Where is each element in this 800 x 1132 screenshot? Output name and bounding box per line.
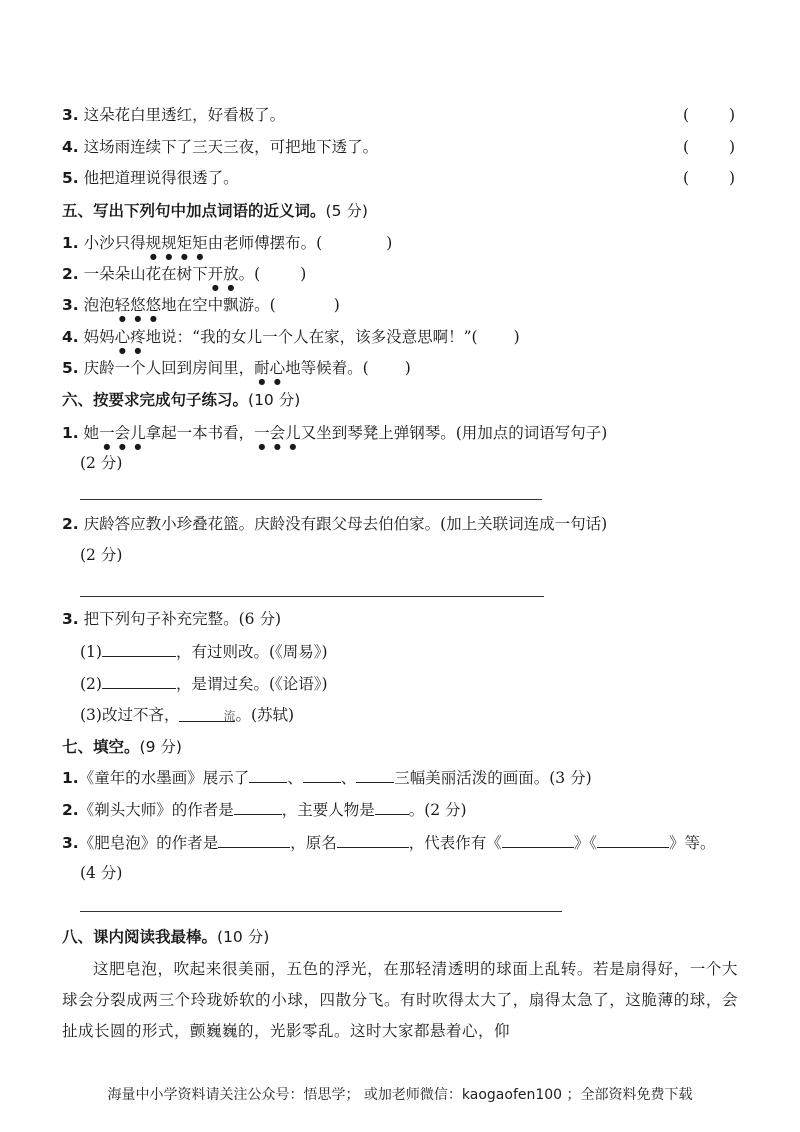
answer-line[interactable] (80, 499, 542, 500)
s6-q2-points: (2 分) (80, 546, 123, 564)
fill-blank[interactable] (375, 798, 409, 815)
fill-blank[interactable] (234, 798, 282, 815)
s6-q1-points: (2 分) (80, 454, 123, 472)
fill-blank[interactable] (218, 831, 290, 848)
fill-blank[interactable]: 流 (179, 705, 235, 722)
s6-q3-sub2: (2) ，是谓过矣。(《论语》) (80, 672, 328, 695)
s5-item-3: 3. 泡泡轻悠悠地在空中飘游。( ) (62, 296, 340, 314)
answer-paren[interactable]: ( ) (683, 169, 735, 187)
fill-blank[interactable] (356, 766, 394, 783)
answer-line[interactable] (80, 596, 544, 597)
s6-q1: 1. 她一会儿拿起一本书看，一会儿又坐到琴凳上弹钢琴。(用加点的词语写句子) (62, 424, 608, 442)
fill-blank[interactable] (597, 831, 669, 848)
section-5-heading: 五、写出下列句中加点词语的近义词。(5 分) (62, 202, 368, 220)
footer-note: 海量中小学资料请关注公众号：悟思学； 或加老师微信：kaogaofen100 ；全部资料免费下载 (107, 1087, 693, 1103)
s6-q3: 3. 把下列句子补充完整。(6 分) (62, 610, 282, 628)
s4-item-5: 5. 他把道理说得很透了。 (62, 169, 239, 187)
fill-blank[interactable] (249, 766, 287, 783)
answer-paren[interactable]: ( ) (683, 138, 735, 156)
s7-q3-points: (4 分) (80, 864, 123, 882)
fill-blank[interactable] (102, 640, 176, 657)
answer-line[interactable] (80, 911, 562, 912)
s5-item-2: 2. 一朵朵山花在树下开放。( ) (62, 265, 307, 283)
section-7-heading: 七、填空。(9 分) (62, 738, 182, 756)
s7-q1: 1.《童年的水墨画》展示了 、 、 三幅美丽活泼的画面。(3 分) (62, 766, 592, 789)
s6-q3-sub1: (1) ，有过则改。(《周易》) (80, 640, 328, 663)
fill-blank[interactable] (303, 766, 341, 783)
s7-q2: 2.《剃头大师》的作者是 ，主要人物是 。(2 分) (62, 798, 467, 821)
s7-q3: 3.《肥皂泡》的作者是 ，原名 ，代表作有《 》《 》等。 (62, 831, 716, 854)
s5-item-1: 1. 小沙只得规规矩矩由老师傅摆布。( ) (62, 234, 393, 252)
s4-item-4: 4. 这场雨连续下了三天三夜，可把地下透了。 (62, 138, 379, 156)
reading-passage: 这肥皂泡，吹起来很美丽，五色的浮光，在那轻清透明的球面上乱转。若是扇得好，一个大球会分裂成两三个玲珑娇软的小球，四散分飞。有时吹得太大了，扇得太急了，这脆薄的球，会扯成长圆的形式，颤巍巍的，光影零乱。这时大家都悬着心，仰 (62, 960, 738, 1040)
s5-item-4: 4. 妈妈心疼地说：“我的女儿一个人在家，该多没意思啊！”( ) (62, 328, 520, 346)
answer-paren[interactable]: ( ) (683, 106, 735, 124)
section-6-heading: 六、按要求完成句子练习。(10 分) (62, 391, 301, 409)
s5-item-5: 5. 庆龄一个人回到房间里，耐心地等候着。( ) (62, 359, 411, 377)
fill-blank[interactable] (502, 831, 574, 848)
s6-q2: 2. 庆龄答应教小珍叠花篮。庆龄没有跟父母去伯伯家。(加上关联词连成一句话) (62, 515, 608, 533)
fill-blank[interactable] (102, 672, 176, 689)
s6-q3-sub3: (3)改过不吝， 流。(苏轼) (80, 706, 295, 724)
s4-item-3: 3. 这朵花白里透红，好看极了。 (62, 106, 286, 124)
section-8-heading: 八、课内阅读我最棒。(10 分) (62, 928, 270, 946)
fill-blank[interactable] (337, 831, 409, 848)
